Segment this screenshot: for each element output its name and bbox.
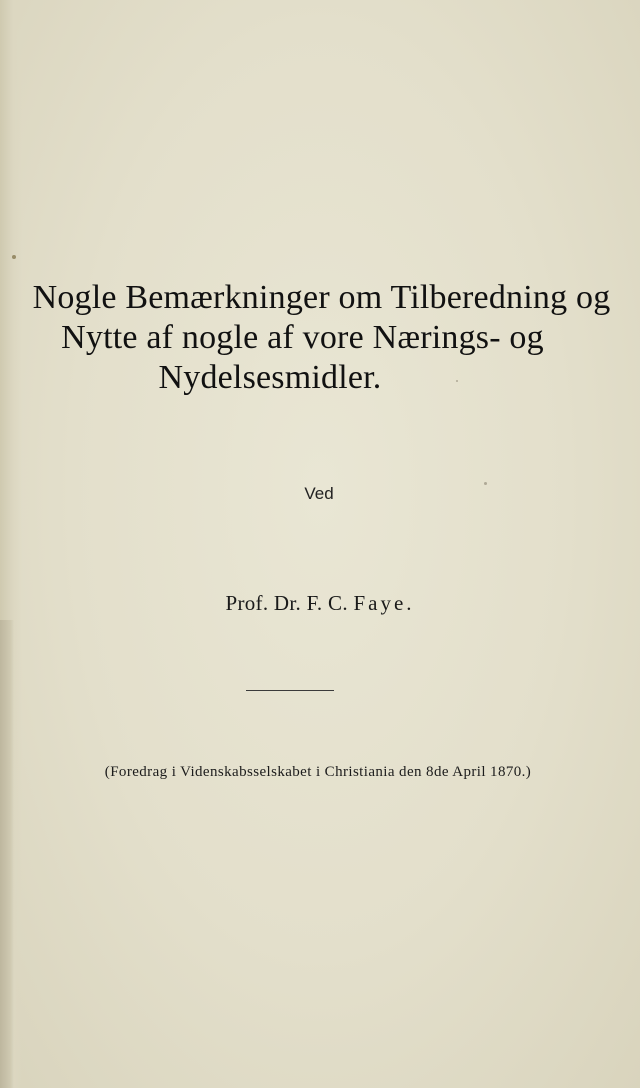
title-line-2: Nytte af nogle af vore Nærings- og bbox=[61, 319, 544, 356]
byline-intro: Ved bbox=[304, 484, 334, 503]
author-prefix: Prof. Dr. F. C. bbox=[225, 591, 348, 615]
document-title bbox=[0, 278, 640, 398]
author-line bbox=[0, 591, 640, 616]
author-surname: Faye. bbox=[353, 591, 415, 615]
divider-rule bbox=[246, 690, 334, 691]
ink-speck bbox=[12, 255, 16, 259]
title-line-3: Nydelsesmidler. bbox=[158, 359, 382, 396]
lecture-note: (Foredrag i Videnskabsselskabet i Christiania den 8de April 1870.) bbox=[104, 764, 532, 780]
title-line-1: Nogle Bemærkninger om Tilberedning og bbox=[32, 279, 611, 316]
binding-edge bbox=[0, 620, 14, 1088]
